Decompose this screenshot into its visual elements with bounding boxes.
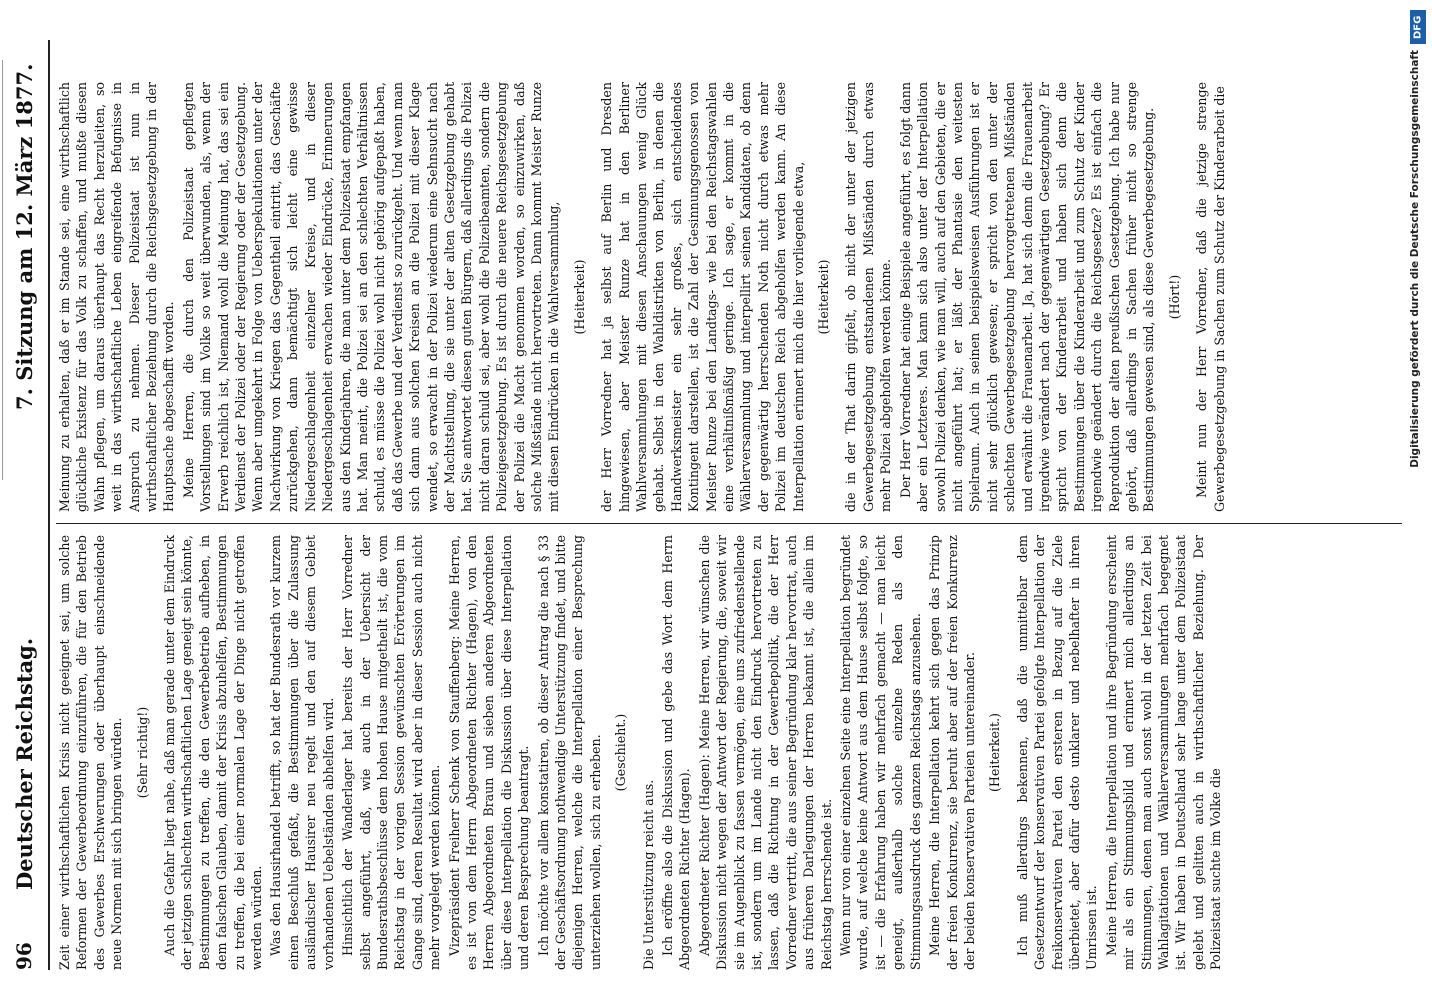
left-column [56,525,1402,970]
interjection: (Heiterkeit) [816,259,832,335]
column-divider [56,523,1402,524]
page-number: 96 [12,942,36,970]
interjection: (Heiterkeit) [571,259,587,335]
dfg-logo: DFG [1410,10,1426,44]
paragraph: Vizepräsident Freiherr Schenk von Stauffenberg: Meine Herren, es ist von dem Herrn Abgeordneten Richter (Hagen), von den Herren Abgeordneten Braun und sieben anderen Abgeordneten über diese Interpellation die Diskussion über diese Interpellation und deren Besprechung beantragt. [446,535,532,970]
credit-text: Digitalisierung gefördert durch die Deutsche Forschungsgemeinschaft [1409,50,1421,468]
paragraph: die in der That darin gipfelt, ob nicht der unter der jetzigen Gewerbegesetzgebung entstandenen Mißständen durch etwas mehr Polizei abgeholfen werden könne. [843,82,894,512]
paragraph: Was den Hausirhandel betrifft, so hat der Bundesrath vor kurzem einen Beschluß gefaßt, die Bestimmungen über die Zulassung ausländischer Hausirer neu regelt und den auf diesem Gebiet vorhandenen Uebelständen abhelfen wird. [268,535,336,970]
paragraph: Meine Herren, die durch den Polizeistaat gepflegten Vorstellungen sind im Volke so weit überwunden, als, wenn der Erwerb reichlich ist, Niemand wohl die Meinung hat, das sei ein Verdienst der Polizei oder der Regierung oder der Gesetzgebung. Wenn aber umgekehrt in Folge von Ueberspekulationen unter der Nachwirkung von Kriegen das Gegentheil eintritt, das Geschäfte zurückgehen, dann bemächtigt sich leicht eine gewisse Niedergeschlagenheit einzelner Kreise, und in dieser Niedergeschlagenheit erwachen wieder Eindrücke, Erinnerungen aus den Kinderjahren, die man unter dem Polizeistaat empfangen hat. Man meint, die Polizei sei an den schlechten Verhältnissen schuld, es müsse die Polizei wohl nicht gehörig aufgepaßt haben, daß das Gewerbe und der Verdienst so zurückgeht. Und wenn man sich dann aus solchen Kreisen an die Polizei mit dieser Klage wendet, so erwacht in der Polizei wiederum eine Sehnsucht nach der Machtstellung, die sie unter der alten Gesetzgebung gehabt hat. Sie antwortet diesen guten Bürgern, daß allerdings die Polizei nicht daran schuld sei, aber wohl die Polizeibeamten, sondern die Polizeigesetzgebung. Es ist durch die neuere Reichsgesetzgebung der Polizei die Macht genommen worden, so einzuwirken, daß solche Mißstände nicht hervortreten. Dann kommt Meister Runze mit diesen Eindrücken in die Wahlversammlung, [180,82,562,512]
running-head [6,40,50,970]
paragraph: der Herr Vorredner hat ja selbst auf Berlin und Dresden hingewiesen, aber Meister Runze hat in den Berliner Wahlversammlungen mit diesen Anschauungen wenig Glück gehabt. Selbst in den Wahldistrikten von Berlin, in denen die Handwerksmeister ein sehr großes, sich entscheidendes Kontingent darstellen, ist die Zahl der Gesinnungsgenossen von Meister Runze bei den Landtags- wie bei den Reichstagswahlen eine verhältnißmäßig geringe. Ich sage, er kommt in die Wählerversammlung und interpellirt seinen Kandidaten, ob denn der gegenwärtig herrschenden Noth nicht durch etwas mehr Polizei im deutschen Reich abgeholfen werden kann. An diese Interpellation erinnert mich die hier vorliegende etwa, [599,82,806,512]
paragraph: Zeit einer wirthschaftlichen Krisis nicht geeignet sei, um solche Reformen der Gewerbeordnung einzuführen, die für den Betrieb des Gewerbes Erschwerungen oder überhaupt einschneidende neue Normen mit sich bringen würden. [57,535,125,970]
paragraph: Wenn nur von einer einzelnen Seite eine Interpellation begründet wurde, auf welche keine Antwort aus dem Hause selbst folgte, so ist — die Erfahrung haben wir mehrfach gemacht — man leicht geneigt, außerhalb solche einzelne Reden als den Stimmungsausdruck des ganzen Reichstags anzusehen. [838,535,923,970]
paragraph: Auch die Gefahr liegt nahe, daß man gerade unter dem Eindruck der jetzigen schlechten wirthschaftlichen Lage geneigt sein könnte, Bestimmungen zu treffen, die den Gewerbebetrieb aufheben, in dem falschen Glauben, damit der Krisis abzuhelfen, Bestimmungen zu treffen, die bei einer normalen Lage der Dinge nicht getroffen werden würden. [162,535,265,970]
paragraph: Ich eröffne also die Diskussion und gebe das Wort dem Herrn Abgeordneten Richter (Hagen). [660,535,693,970]
paragraph: Meint nun der Herr Vorredner, daß die jetzige strenge Gewerbegesetzgebung in Sachen zum Schutz der Kinderarbeit die [1194,82,1227,512]
paragraph: Meine Herren, die Interpellation und ihre Begründung erscheint mir als ein Stimmungsbild und erinnert mich allerdings an Stimmungen, denen man auch sonst wohl in der letzten Zeit bei Wahlagitationen und Wählerversammlungen mehrfach begegnet ist. Wir haben in Deutschland sehr lange unter dem Polizeistaat gelebt und gelitten auch in wirthschaftlicher Beziehung. Der Polizeistaat suchte im Volke die [1103,535,1224,970]
digitization-credit [1404,0,1430,1000]
paragraph: Hinsichtlich der Wanderlager hat bereits der Herr Vorredner selbst angeführt, daß, wie auch in der Uebersicht der Bundesrathsbeschlüsse dem hohen Hause mitgetheilt ist, die vom Reichstag in der vorigen Session gewünschten Erörterungen im Gange sind, deren Resultat wird aber in dieser Session auch nicht mehr vorgelegt werden können. [340,535,443,970]
paragraph: Abgeordneter Richter (Hagen): Meine Herren, wir wünschen die Diskussion nicht wegen der Antwort der Regierung, die, soweit wir sie im Augenblick zu fassen vermögen, eine uns zufriedenstellende ist, sondern um im Lande nicht den Eindruck hervortreten zu lassen, daß die Richtung in der Gewerbepolitik, die der Herr Vorredner vertritt, die aus seiner Begründung klar hervortrat, auch aus früheren Darlegungen der Herren bekannt ist, die allein im Reichstag herrschende ist. [696,535,834,970]
scan-edge-rule [2,60,3,480]
right-column [56,82,1402,512]
interjection: (Sehr richtig!) [134,706,150,799]
paragraph: Ich möchte vor allem konstatiren, ob dieser Antrag die nach § 33 der Geschäftsordnung nothwendige Unterstützung findet, und bitte diejenigen Herren, welche die Interpellation einer Besprechung unterziehen wollen, sich zu erheben. [535,535,603,970]
paragraph: Meinung zu erhalten, daß er im Stande sei, eine wirthschaftlich glückliche Existenz für das Volk zu schaffen, und mußte diesen Wahn pflegen, um daraus überhaupt das Recht herzuleiten, so weit in das wirthschaftliche Leben eingreifende Befugnisse in Anspruch zu nehmen. Dieser Polizeistaat ist nun in wirthschaftlicher Beziehung durch die Reichsgesetzgebung in der Hauptsache abgeschafft worden. [57,82,177,512]
page-title: Deutscher Reichstag. [12,637,37,890]
paragraph: Der Herr Vorredner hat einige Beispiele angeführt, es folgt dann aber ein Letzteres. Man kann sich also unter der Interpellation sowohl Polizei denken, wie man will, auch auf den Gebieten, die er nicht angeführt hat; er läßt der Phantasie den weitesten Spielraum. Auch in seinen beispielsweisen Ausführungen ist er nicht sehr glücklich gewesen; er spricht von den unter der schlechten Gewerbegesetzgebung hervorgetretenen Mißständen und erwähnt die Frauenarbeit. Ja, hat sich denn die Frauenarbeit irgendwie verändert nach der gegenwärtigen Gesetzgebung? Er spricht von der Kinderarbeit und haben sich denn die Bestimmungen über die Kinderarbeit und zum Schutz der Kinder irgendwie geändert durch die Reichsgesetze? Es ist einfach die Reproduktion der alten preußischen Gesetzgebung. Ich habe nur gehört, daß allerdings in Sachen früher nicht so strenge Bestimmungen gewesen sind, als diese Gewerbegesetzgebung. [897,82,1157,512]
paragraph: Meine Herren, die Interpellation kehrt sich gegen das Prinzip der freien Konkurrenz, sie beruht aber auf der freien Konkurrenz der beiden konservativen Parteien untereinander. [927,535,977,970]
paragraph: Ich muß allerdings bekennen, daß die unmittelbar dem Gesetzentwurf der konservativen Partei gefolgte Interpellation der freikonservativen Partei den ersteren in Bezug auf die Ziele überbietet, aber dafür desto unklarer und nebelhafter in ihren Umrissen ist. [1014,535,1100,970]
paragraph: Die Unterstützung reicht aus. [640,779,656,970]
session-heading: 7. Sitzung am 12. März 1877. [12,63,37,410]
interjection: (Hört!) [1166,274,1182,320]
interjection: (Geschieht.) [613,713,629,792]
interjection: (Heiterkeit.) [987,713,1003,792]
